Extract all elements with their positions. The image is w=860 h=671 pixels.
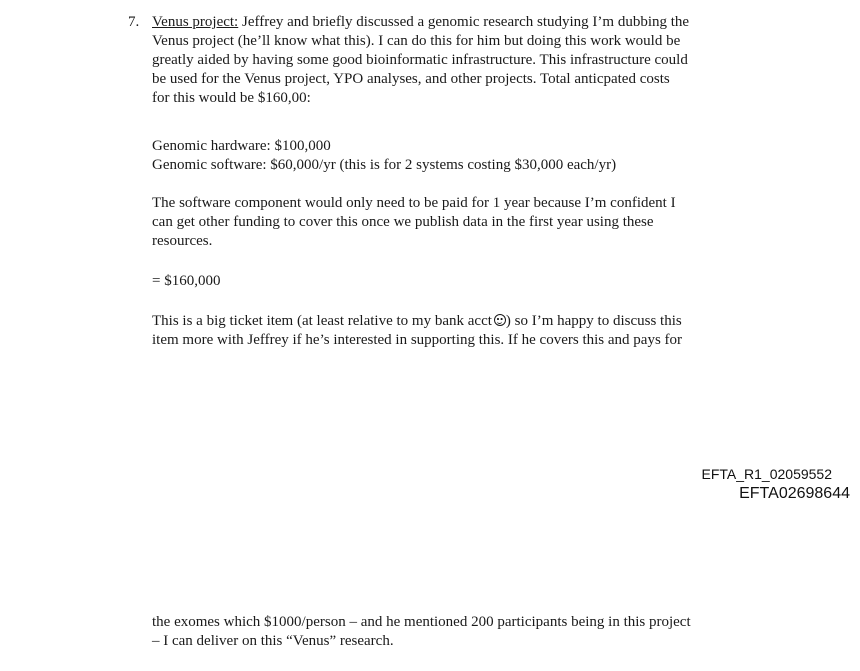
para2-line-1: The software component would only need to be paid for 1 year because I’m confident I: [152, 195, 676, 211]
smiley-face-icon: [494, 314, 506, 326]
para1-text-1: Jeffrey and briefly discussed a genomic research studying I’m dubbing the: [238, 14, 690, 30]
para1-line-5: for this would be $160,00:: [152, 90, 311, 106]
para2-line-2: can get other funding to cover this once we publish data in the first year using these: [152, 214, 654, 230]
para4-line-2: – I can deliver on this “Venus” research.: [152, 633, 394, 649]
para3-line-2: item more with Jeffrey if he’s interested in supporting this. If he covers this and pays for: [152, 332, 683, 348]
total-cost: = $160,000: [152, 273, 221, 289]
para3-text-a: This is a big ticket item (at least relative to my bank acct: [152, 313, 492, 329]
bates-stamp-2: EFTA02698644: [739, 485, 850, 502]
para2-line-3: resources.: [152, 233, 213, 249]
list-item-number: 7.: [128, 14, 140, 30]
bates-stamp-1: EFTA_R1_02059552: [701, 466, 832, 482]
cost-software: Genomic software: $60,000/yr (this is for 2 systems costing $30,000 each/yr): [152, 157, 617, 173]
para1-line-1: [152, 13, 689, 32]
para1-line-4: be used for the Venus project, YPO analyses, and other projects. Total anticpated costs: [152, 71, 670, 87]
cost-hardware: Genomic hardware: $100,000: [152, 138, 331, 154]
para4-line-1: the exomes which $1000/person – and he mentioned 200 participants being in this project: [152, 614, 691, 630]
para1-line-2: Venus project (he’ll know what this). I can do this for him but doing this work would be: [152, 33, 681, 49]
para1-line-3: greatly aided by having some good bioinformatic infrastructure. This infrastructure could: [152, 52, 688, 68]
para3-text-b: ) so I’m happy to discuss this: [505, 313, 682, 329]
para3-line-1: [152, 312, 682, 331]
item-heading: Venus project:: [152, 14, 239, 30]
